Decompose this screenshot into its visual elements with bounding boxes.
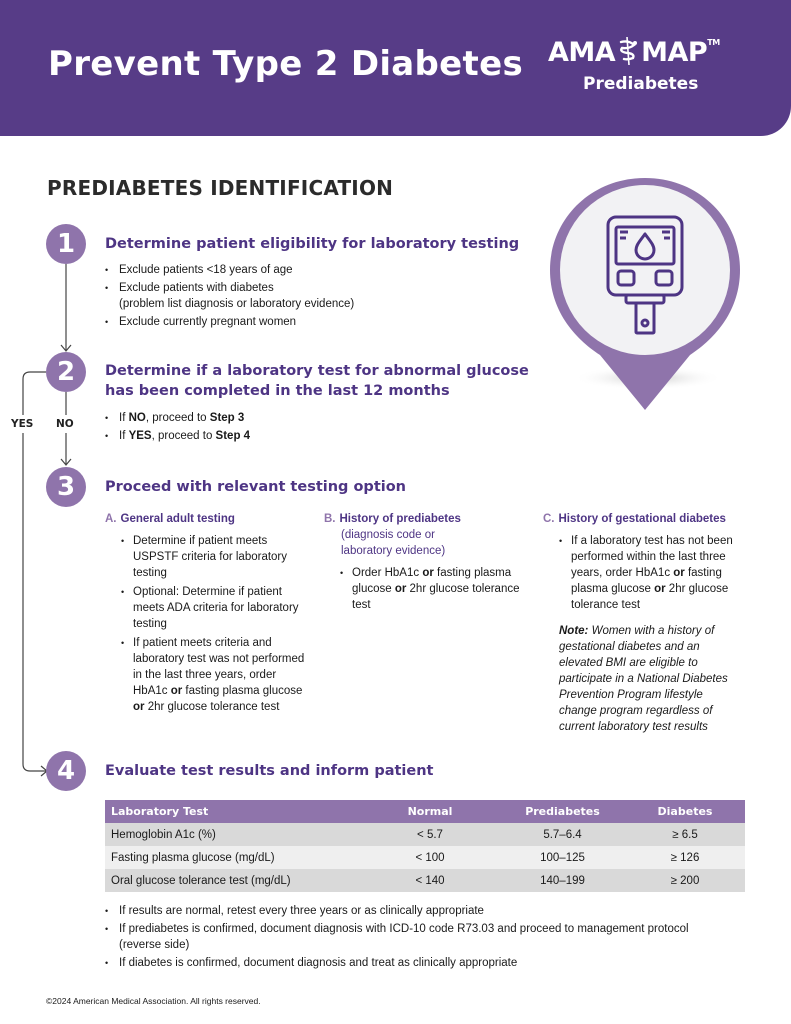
step-3-title: Proceed with relevant testing option (105, 479, 407, 495)
copyright-footer: ©2024 American Medical Association. All rights reserved. (46, 996, 261, 1006)
option-b-history-of-prediabetes: B. History of prediabetes (diagnosis code or laboratory evidence) • Order HbA1c or fasting plasma glucose or 2hr glucose tolerance test (324, 511, 524, 616)
list-item: • Exclude patients with diabetes (105, 280, 465, 296)
step-1-badge: 1 (46, 224, 86, 264)
column-header: Prediabetes (500, 800, 625, 823)
result-action-bullets (105, 903, 745, 973)
column-header: Laboratory Test (105, 800, 360, 823)
table-row: Fasting plasma glucose (mg/dL) < 100 100–125 ≥ 126 (105, 846, 745, 869)
flow-label-no: NO (56, 418, 74, 430)
step-1-title: Determine patient eligibility for laboratory testing (105, 236, 520, 252)
option-c-history-of-gestational-diabetes: C. History of gestational diabetes • If a laboratory test has not been performed within the last three years, order HbA1c or fasting plasma glucose or 2hr glucose tolerance test Note: Women with a history of gestational diabetes and an elevated BMI are eligible to participate in a National Diabetes Prevention Program lifestyle change program regardless of current laboratory test results (543, 511, 748, 735)
column-header: Diabetes (625, 800, 745, 823)
step-1-bullets (105, 262, 465, 332)
map-pin-illustration (540, 170, 750, 420)
flow-label-yes: YES (11, 418, 34, 430)
pin-inner-circle (560, 185, 730, 355)
list-item-continuation: (problem list diagnosis or laboratory evidence) (119, 298, 355, 310)
logo-ama-text: AMA (548, 37, 616, 68)
step-3-badge: 3 (46, 467, 86, 507)
table-row: Hemoglobin A1c (%) < 5.7 5.7–6.4 ≥ 6.5 (105, 823, 745, 846)
list-item: • Order HbA1c or fasting plasma glucose or 2hr glucose tolerance test (340, 565, 524, 613)
list-item: • Determine if patient meets USPSTF criteria for laboratory testing (121, 533, 305, 581)
trademark-mark: TM (707, 38, 720, 47)
list-item: • If YES, proceed to Step 4 (105, 428, 465, 444)
step-2-bullets (105, 410, 465, 446)
test-results-table (105, 800, 745, 892)
gestational-diabetes-note: Note: Women with a history of gestational diabetes and an elevated BMI are eligible to participate in a National Diabetes Prevention Program lifestyle change program regardless of current laboratory test results (559, 625, 728, 733)
ama-map-logo (548, 36, 748, 100)
arrowhead-2 (61, 345, 71, 351)
list-item: • If patient meets criteria and laboratory test was not performed in the last three years, order HbA1c or fasting plasma glucose or 2hr glucose tolerance test (121, 635, 305, 715)
table-row: Oral glucose tolerance test (mg/dL) < 140 140–199 ≥ 200 (105, 869, 745, 892)
list-item: • Exclude patients <18 years of age (105, 262, 465, 278)
step-4-title: Evaluate test results and inform patient (105, 763, 434, 779)
page-title: Prevent Type 2 Diabetes (48, 44, 523, 84)
connector-2-4-yes (23, 372, 46, 415)
column-header: Normal (360, 800, 500, 823)
list-item: • If NO, proceed to Step 3 (105, 410, 465, 426)
list-item: • If diabetes is confirmed, document diagnosis and treat as clinically appropriate (105, 955, 745, 971)
list-item: • If prediabetes is confirmed, document diagnosis with ICD-10 code R73.03 and proceed to management protocol (reverse side) (105, 921, 745, 953)
section-title: PREDIABETES IDENTIFICATION (47, 176, 394, 200)
list-item: • Optional: Determine if patient meets ADA criteria for laboratory testing (121, 584, 305, 632)
list-item: • If results are normal, retest every three years or as clinically appropriate (105, 903, 745, 919)
list-item: • If a laboratory test has not been performed within the last three years, order HbA1c or fasting plasma glucose or 2hr glucose tolerance test (559, 533, 748, 613)
step-4-badge: 4 (46, 751, 86, 791)
step-2-badge: 2 (46, 352, 86, 392)
step-2-title: Determine if a laboratory test for abnormal glucose has been completed in the last 12 months (105, 363, 529, 399)
arrowhead-3 (61, 459, 71, 465)
table-header-row (105, 800, 745, 823)
option-b-subheading: (diagnosis code or laboratory evidence) (341, 529, 446, 557)
header-banner (0, 0, 791, 136)
logo-subtitle: Prediabetes (583, 74, 699, 94)
list-item: • Exclude currently pregnant women (105, 314, 465, 330)
staff-of-asclepius-icon (615, 36, 641, 66)
logo-map-text: MAP (641, 37, 708, 68)
option-a-general-adult-testing: A. General adult testing • Determine if patient meets USPSTF criteria for laboratory testing • Optional: Determine if patient meets ADA criteria for laboratory testing • If patient meets criteria and laboratory test was not performed in the last three years, order HbA1c or fasting plasma glucose or 2hr glucose tolerance test (105, 511, 305, 718)
